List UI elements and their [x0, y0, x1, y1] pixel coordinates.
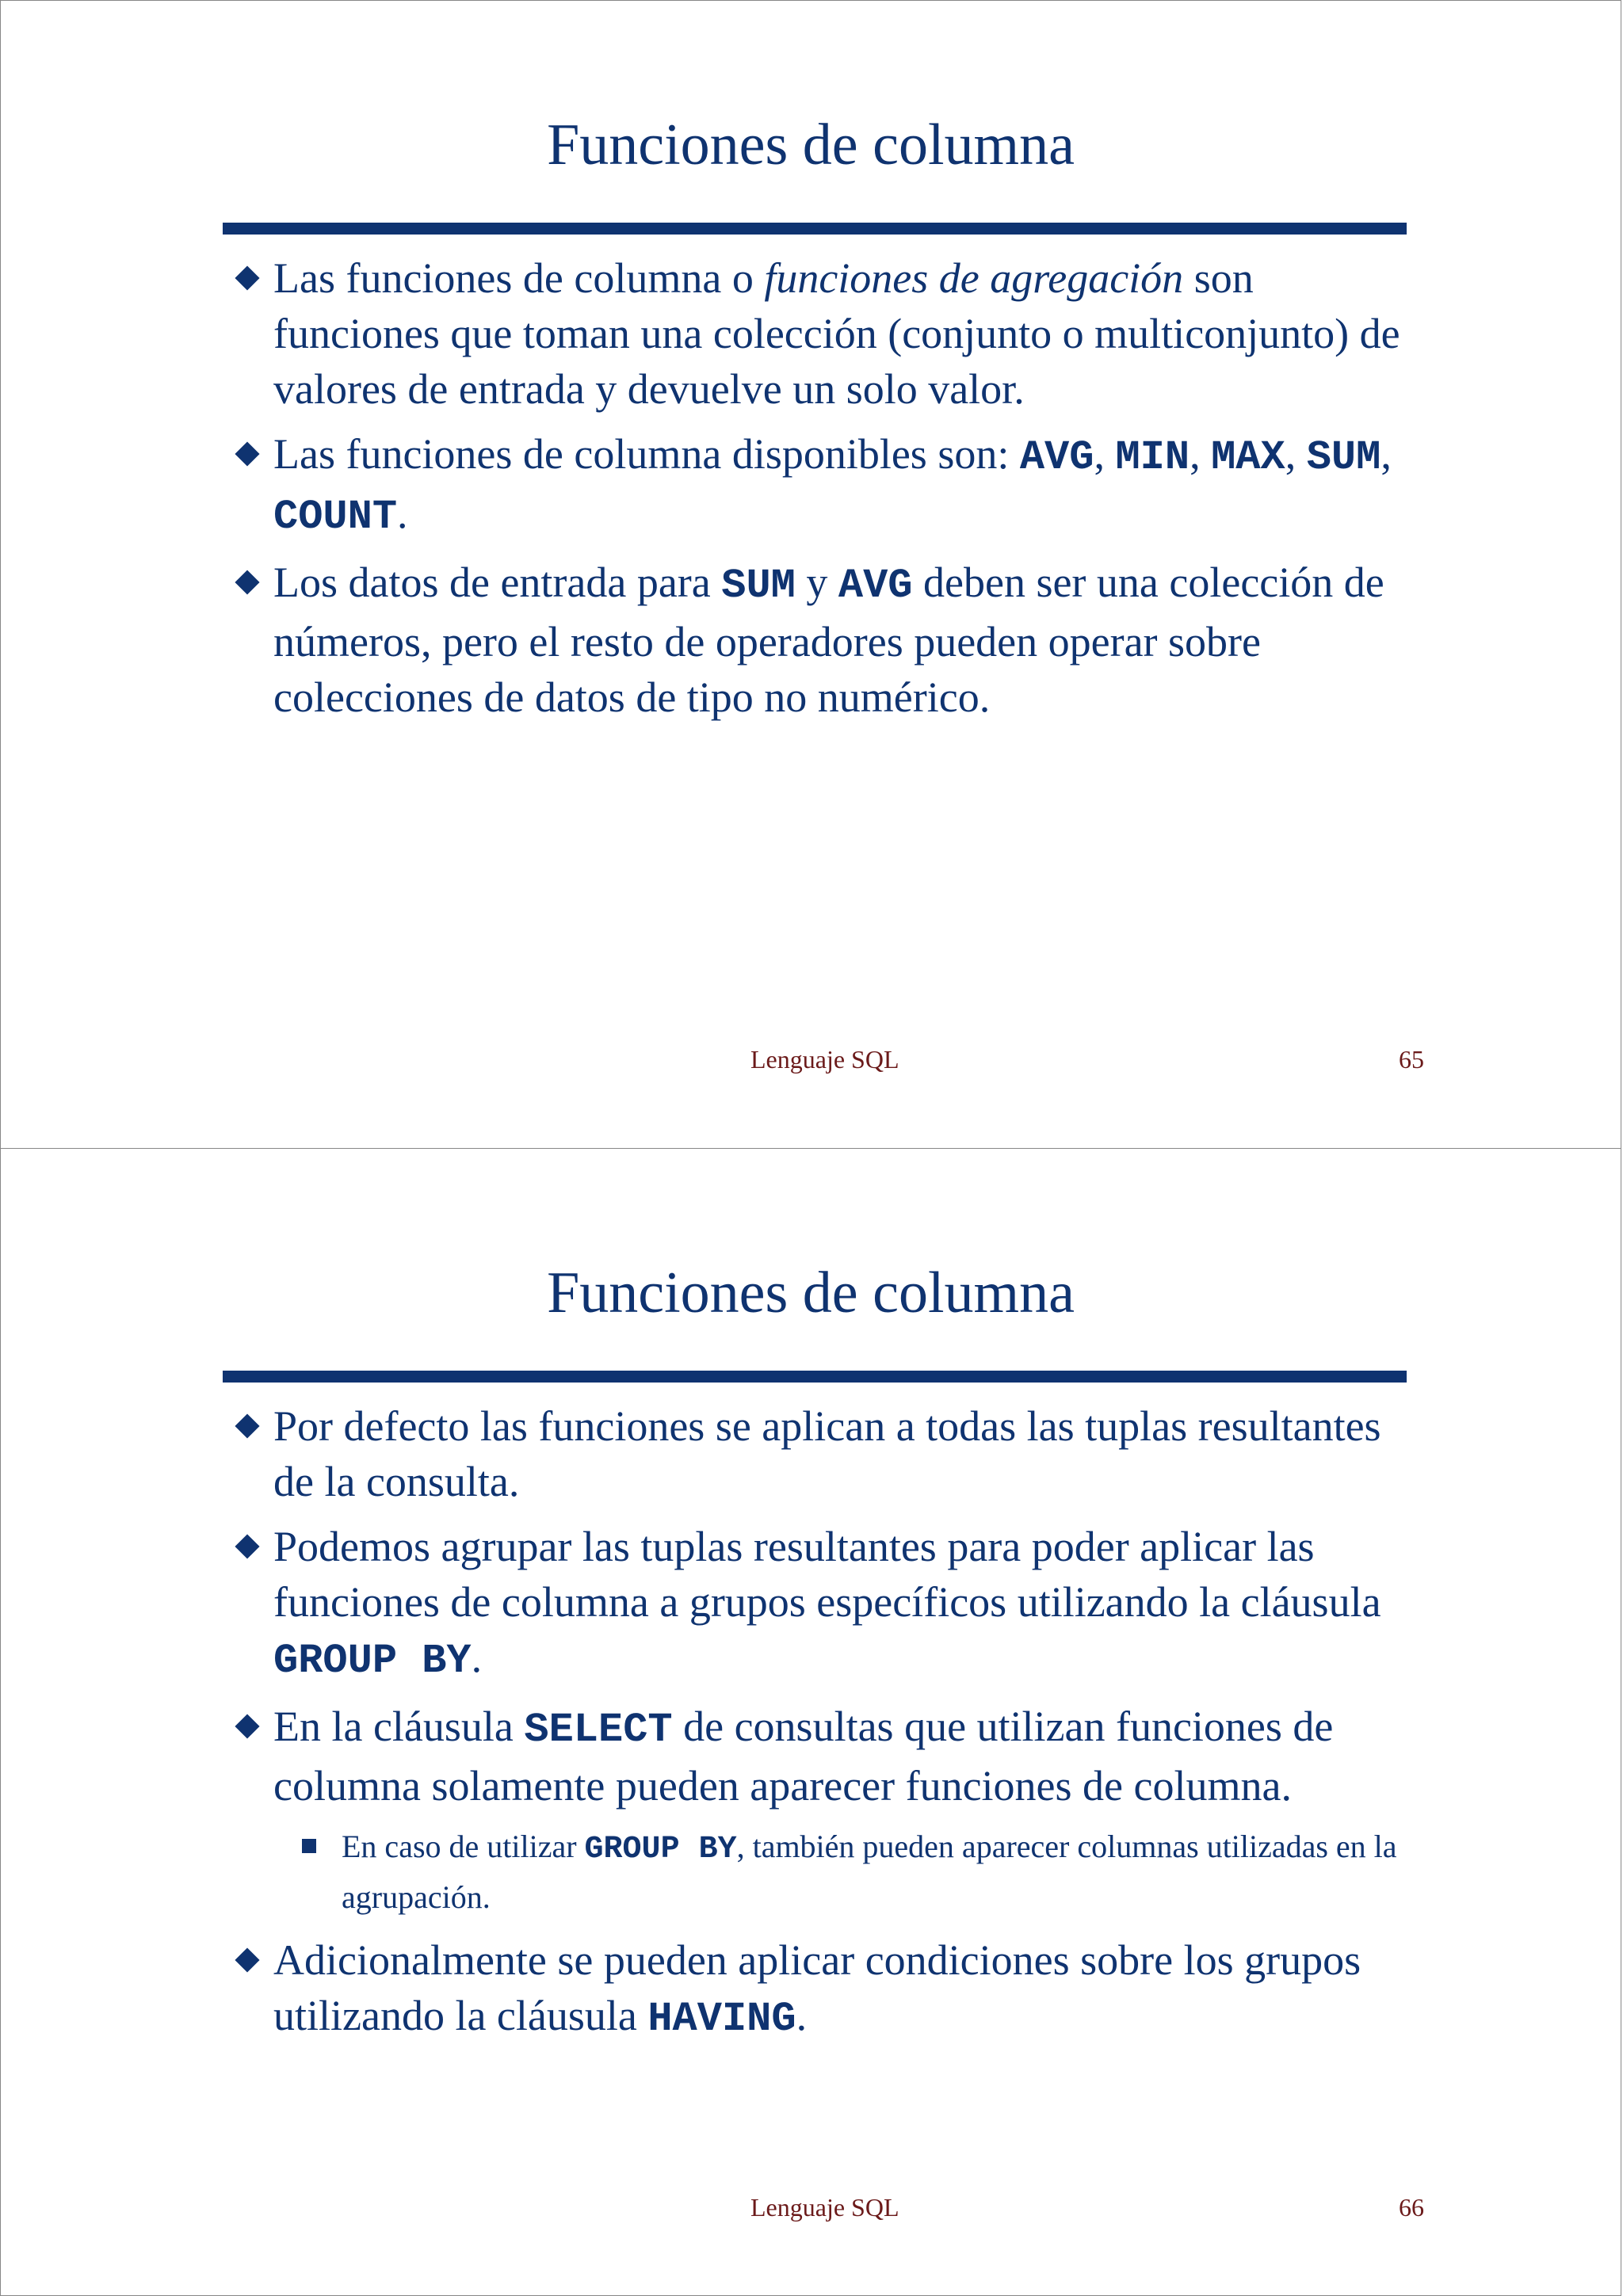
slide-title: Funciones de columna: [547, 1261, 1075, 1325]
code-keyword: GROUP BY: [273, 1638, 472, 1684]
bullet-item: Podemos agrupar las tuplas resultantes para poder aplicar las funciones de columna a grupos específicos utilizando la cláusula GROUP BY.: [237, 1519, 1410, 1689]
emphasis-text: funciones de agregación: [764, 254, 1184, 302]
diamond-bullet-icon: [235, 265, 259, 290]
slide-65: [0, 0, 1621, 1149]
title-rule: [223, 223, 1407, 235]
diamond-bullet-icon: [235, 1947, 259, 1972]
bullet-list: [237, 250, 1410, 734]
diamond-bullet-icon: [235, 1534, 259, 1558]
page-number: 66: [1399, 2193, 1424, 2222]
slide-title: Funciones de columna: [547, 113, 1075, 177]
code-keyword: GROUP BY: [584, 1832, 737, 1867]
bullet-list: [237, 1398, 1410, 2057]
bullet-item: En la cláusula SELECT de consultas que utilizan funciones de columna solamente pueden aparecer funciones de columna.: [237, 1699, 1410, 1814]
bullet-item: Las funciones de columna o funciones de agregación son funciones que toman una colección (conjunto o multiconjunto) de valores de entrada y devuelve un solo valor.: [237, 250, 1410, 417]
code-keyword: SUM: [1306, 434, 1381, 481]
bullet-item: Las funciones de columna disponibles son: AVG, MIN, MAX, SUM, COUNT.: [237, 426, 1410, 545]
bullet-item: Adicionalmente se pueden aplicar condiciones sobre los grupos utilizando la cláusula HAVING.: [237, 1932, 1410, 2047]
code-keyword: MAX: [1211, 434, 1285, 481]
slide-footer: Lenguaje SQL: [750, 2193, 899, 2222]
diamond-bullet-icon: [235, 1714, 259, 1738]
diamond-bullet-icon: [235, 570, 259, 594]
code-keyword: AVG: [1019, 434, 1094, 481]
code-keyword: SELECT: [524, 1707, 673, 1753]
diamond-bullet-icon: [235, 1413, 259, 1438]
diamond-bullet-icon: [235, 441, 259, 466]
page-number: 65: [1399, 1045, 1424, 1074]
code-keyword: SUM: [721, 563, 796, 609]
square-bullet-icon: [302, 1839, 316, 1853]
bullet-item: Por defecto las funciones se aplican a todas las tuplas resultantes de la consulta.: [237, 1398, 1410, 1509]
slide-footer: Lenguaje SQL: [750, 1045, 899, 1074]
bullet-item: Los datos de entrada para SUM y AVG deben ser una colección de números, pero el resto de operadores pueden operar sobre colecciones de datos de tipo no numérico.: [237, 555, 1410, 725]
sub-bullet-item: En caso de utilizar GROUP BY, también pueden aparecer columnas utilizadas en la agrupación.: [237, 1823, 1410, 1921]
slide-66: [0, 1148, 1621, 2296]
title-rule: [223, 1371, 1407, 1383]
code-keyword: COUNT: [273, 494, 398, 540]
code-keyword: MIN: [1115, 434, 1190, 481]
code-keyword: AVG: [838, 563, 913, 609]
code-keyword: HAVING: [647, 1996, 796, 2042]
